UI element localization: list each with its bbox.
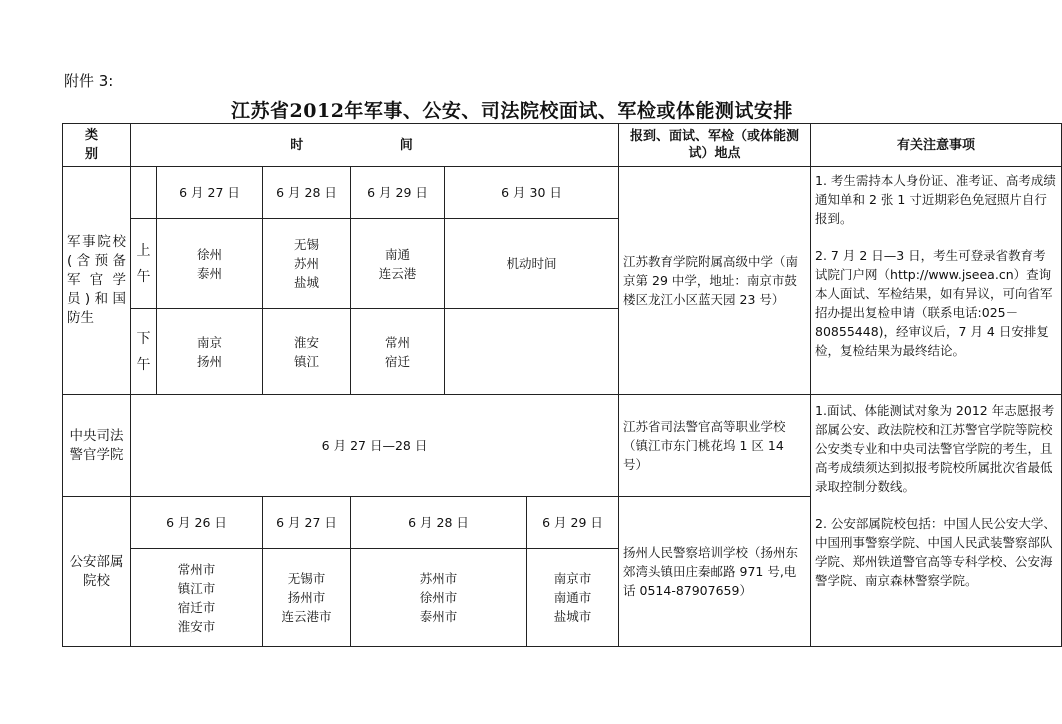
police-cities-2: 无锡市 扬州市 连云港市 — [263, 549, 351, 647]
attachment-label: 附件 3: — [64, 72, 114, 90]
military-pm-cell-3: 常州 宿迁 — [351, 309, 445, 395]
military-pm-cell-4 — [445, 309, 619, 395]
document-title: 江苏省2012年军事、公安、司法院校面试、军检或体能测试安排 — [231, 100, 793, 122]
police-location: 扬州人民警察培训学校（扬州东郊湾头镇田庄秦邮路 971 号,电话 0514-87907659） — [619, 497, 811, 647]
military-am-cell-2: 无锡 苏州 盐城 — [263, 219, 351, 309]
judicial-category: 中央司法警官学院 — [63, 395, 131, 497]
military-note-2: 2. 7 月 2 日—3 日，考生可登录省教育考试院门户网（http://www.jseea.cn）查询本人面试、军检结果，如有异议，可向省军招办提出复检申请（联系电话:025－80855448)，经审议后，7 月 4 日安排复检，复检结果为最终结论。 — [815, 248, 1053, 358]
police-cities-3: 苏州市 徐州市 泰州市 — [351, 549, 527, 647]
pm-label: 下午 — [131, 309, 157, 395]
military-date-3: 6 月 29 日 — [351, 167, 445, 219]
military-am-cell-3: 南通 连云港 — [351, 219, 445, 309]
police-date-1: 6 月 26 日 — [131, 497, 263, 549]
military-dates-row — [63, 167, 1062, 219]
military-location: 江苏教育学院附属高级中学（南京第 29 中学，地址：南京市鼓楼区龙江小区蓝天园 23 号） — [619, 167, 811, 395]
military-pm-cell-2: 淮安 镇江 — [263, 309, 351, 395]
schedule-table — [62, 123, 1062, 647]
shared-note-2: 2. 公安部属院校包括：中国人民公安大学、中国刑事警察学院、中国人民武装警察部队学院、郑州铁道警官高等专科学校、公安海警学院、南京森林警察学院。 — [815, 516, 1056, 588]
header-location: 报到、面试、军检（或体能测试）地点 — [619, 124, 811, 167]
military-note-1: 1. 考生需持本人身份证、准考证、高考成绩通知单和 2 张 1 寸近期彩色免冠照片自行报到。 — [815, 173, 1056, 226]
military-date-2: 6 月 28 日 — [263, 167, 351, 219]
header-category: 类 别 — [63, 124, 131, 167]
police-date-2: 6 月 27 日 — [263, 497, 351, 549]
police-cities-1: 常州市 镇江市 宿迁市 淮安市 — [131, 549, 263, 647]
judicial-row — [63, 395, 1062, 497]
police-date-3: 6 月 28 日 — [351, 497, 527, 549]
military-am-cell-1: 徐州 泰州 — [157, 219, 263, 309]
military-date-4: 6 月 30 日 — [445, 167, 619, 219]
police-category: 公安部属院校 — [63, 497, 131, 647]
police-cities-4: 南京市 南通市 盐城市 — [527, 549, 619, 647]
shared-note-1: 1.面试、体能测试对象为 2012 年志愿报考部属公安、政法院校和江苏警官学院等院校公安类专业和中央司法警官学院的考生，且高考成绩须达到拟报考院校所属批次省最低录取控制分数线。 — [815, 403, 1055, 494]
judicial-location: 江苏省司法警官高等职业学校（镇江市东门桃花坞 1 区 14 号） — [619, 395, 811, 497]
military-category: 军事院校(含预备军官学员)和国防生 — [63, 167, 131, 395]
am-label: 上午 — [131, 219, 157, 309]
header-row — [63, 124, 1062, 167]
header-time: 时 间 — [131, 124, 619, 167]
judicial-dates: 6 月 27 日—28 日 — [131, 395, 619, 497]
military-date-1: 6 月 27 日 — [157, 167, 263, 219]
police-date-4: 6 月 29 日 — [527, 497, 619, 549]
military-notes — [811, 167, 1062, 395]
military-pm-cell-1: 南京 扬州 — [157, 309, 263, 395]
shared-notes — [811, 395, 1062, 647]
header-notes: 有关注意事项 — [811, 124, 1062, 167]
military-am-cell-4: 机动时间 — [445, 219, 619, 309]
